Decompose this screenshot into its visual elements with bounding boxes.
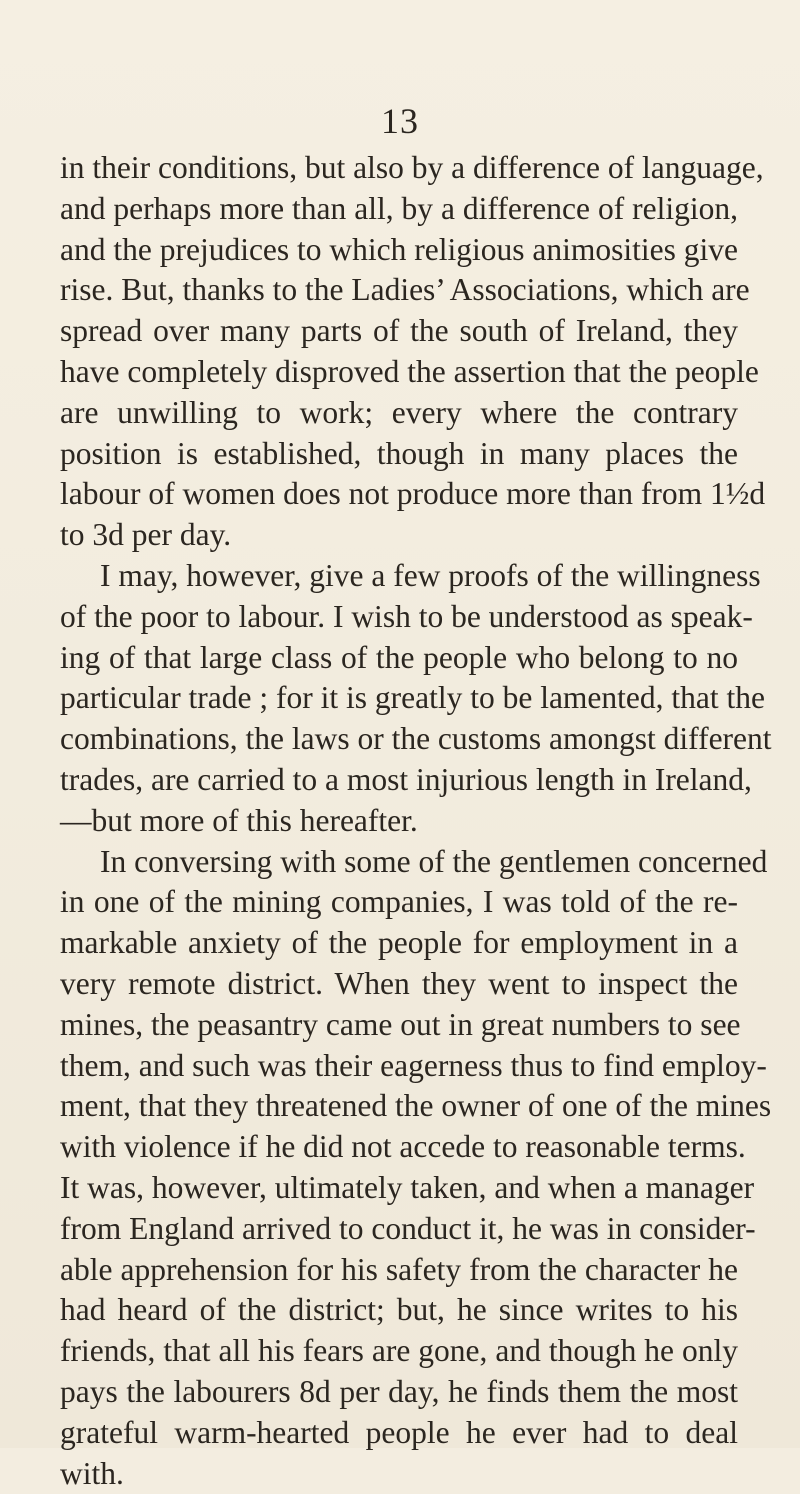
text-line: are unwilling to work; every where the contrary: [60, 393, 738, 434]
text-line: had heard of the district; but, he since writes to his: [60, 1290, 738, 1331]
text-line: —but more of this hereafter.: [60, 801, 738, 842]
text-line: and the prejudices to which religious animosities give: [60, 230, 738, 271]
text-line: have completely disproved the assertion that the people: [60, 352, 738, 393]
text-line: pays the labourers 8d per day, he finds them the most: [60, 1372, 738, 1413]
text-line: friends, that all his fears are gone, and though he only: [60, 1331, 738, 1372]
text-line: and perhaps more than all, by a difference of religion,: [60, 189, 738, 230]
text-line: to 3d per day.: [60, 515, 738, 556]
text-line: markable anxiety of the people for employment in a: [60, 923, 738, 964]
text-line: ing of that large class of the people who belong to no: [60, 638, 738, 679]
text-line: from England arrived to conduct it, he was in consider-: [60, 1209, 738, 1250]
page-number: 13: [0, 100, 800, 142]
text-line: very remote district. When they went to inspect the: [60, 964, 738, 1005]
text-line: grateful warm-hearted people he ever had to deal: [60, 1413, 738, 1454]
text-line: with violence if he did not accede to reasonable terms.: [60, 1127, 738, 1168]
body-text: [60, 148, 738, 1494]
text-line: particular trade ; for it is greatly to be lamented, that the: [60, 678, 738, 719]
text-line: able apprehension for his safety from the character he: [60, 1250, 738, 1291]
text-line: them, and such was their eagerness thus to find employ-: [60, 1046, 738, 1087]
text-line: with.: [60, 1454, 738, 1494]
paragraph-start-line: In conversing with some of the gentlemen concerned: [60, 842, 738, 883]
text-line: spread over many parts of the south of Ireland, they: [60, 311, 738, 352]
text-line: trades, are carried to a most injurious length in Ireland,: [60, 760, 738, 801]
text-line: in their conditions, but also by a difference of language,: [60, 148, 738, 189]
text-line: mines, the peasantry came out in great numbers to see: [60, 1005, 738, 1046]
text-line: combinations, the laws or the customs amongst different: [60, 719, 738, 760]
text-line: labour of women does not produce more than from 1½d: [60, 474, 738, 515]
text-line: ment, that they threatened the owner of one of the mines: [60, 1086, 738, 1127]
text-line: It was, however, ultimately taken, and when a manager: [60, 1168, 738, 1209]
paragraph-start-line: I may, however, give a few proofs of the willingness: [60, 556, 738, 597]
text-line: rise. But, thanks to the Ladies’ Associations, which are: [60, 270, 738, 311]
text-line: in one of the mining companies, I was told of the re-: [60, 882, 738, 923]
text-line: of the poor to labour. I wish to be understood as speak-: [60, 597, 738, 638]
text-line: position is established, though in many places the: [60, 434, 738, 475]
